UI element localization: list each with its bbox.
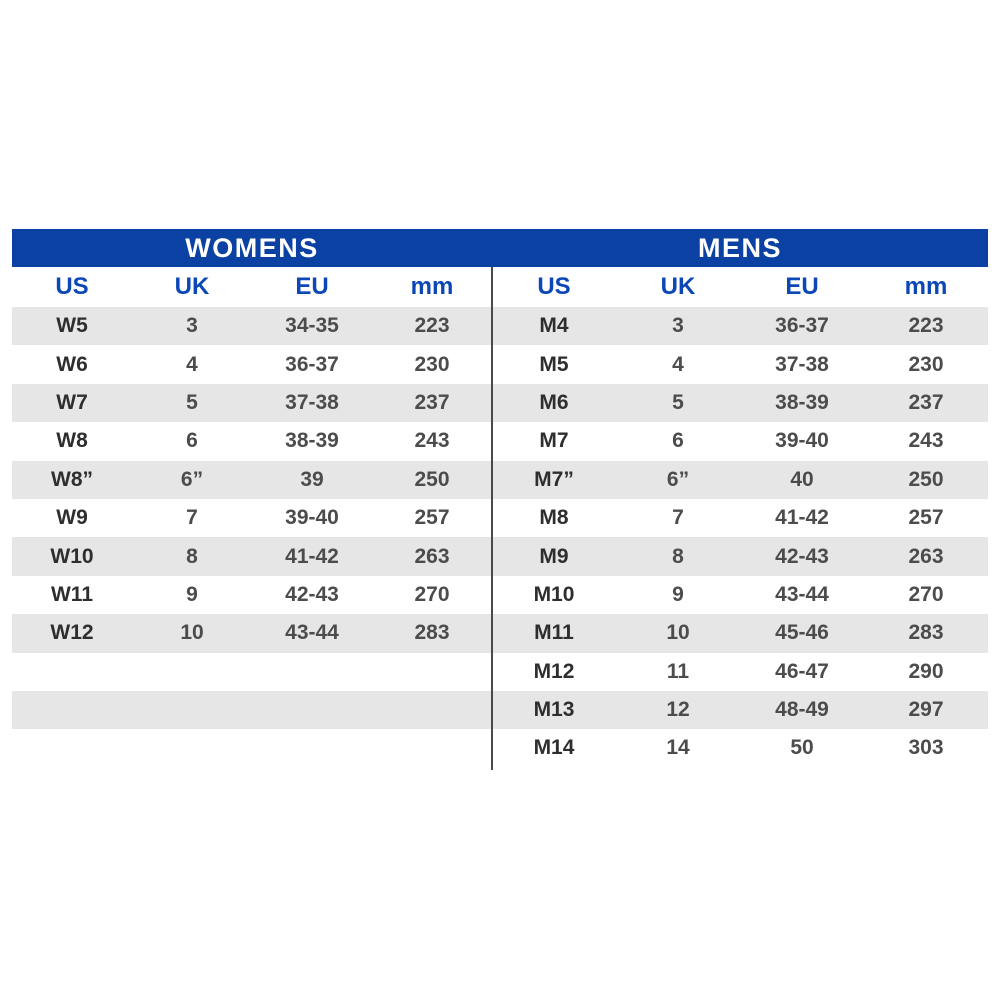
womens-cell-mm: 237 bbox=[414, 390, 450, 414]
mens-row-cells bbox=[492, 691, 988, 729]
womens-cell-uk: 3 bbox=[186, 314, 198, 338]
mens-row-cells bbox=[492, 461, 988, 499]
table-row bbox=[12, 576, 988, 614]
mens-cell-uk: 3 bbox=[672, 314, 684, 338]
mens-cell-mm: 257 bbox=[908, 506, 944, 530]
womens-cell-eu: 42-43 bbox=[285, 582, 339, 606]
womens-cell-eu: 39 bbox=[300, 467, 324, 491]
mens-cell-us: M10 bbox=[533, 582, 575, 606]
womens-cell-us: W6 bbox=[56, 352, 88, 376]
womens-cell-mm: 230 bbox=[414, 352, 450, 376]
mens-cell-uk: 5 bbox=[672, 390, 684, 414]
mens-cell-uk: 7 bbox=[672, 506, 684, 530]
mens-cell-us: M7 bbox=[539, 429, 569, 453]
womens-cell-mm: 257 bbox=[414, 506, 450, 530]
mens-cell-eu: 42-43 bbox=[775, 544, 829, 568]
mens-cell-eu: 40 bbox=[790, 467, 814, 491]
womens-col-uk: UK bbox=[174, 273, 210, 300]
mens-row-cells bbox=[492, 384, 988, 422]
mens-col-us: US bbox=[537, 273, 571, 300]
mens-cell-uk: 6” bbox=[666, 467, 690, 491]
mens-cell-mm: 243 bbox=[908, 429, 944, 453]
mens-row-cells bbox=[492, 307, 988, 345]
womens-cell-eu: 37-38 bbox=[285, 390, 339, 414]
mens-cell-eu: 36-37 bbox=[775, 314, 829, 338]
table-row bbox=[12, 422, 988, 460]
mens-row-cells bbox=[492, 345, 988, 383]
table-body bbox=[12, 307, 988, 768]
womens-cell-us: W10 bbox=[50, 544, 94, 568]
womens-cell-eu: 38-39 bbox=[285, 429, 339, 453]
mens-cell-us: M9 bbox=[539, 544, 569, 568]
mens-cell-mm: 303 bbox=[908, 736, 944, 760]
mens-cell-mm: 270 bbox=[908, 582, 944, 606]
mens-cell-eu: 41-42 bbox=[775, 506, 829, 530]
mens-cell-us: M13 bbox=[533, 698, 575, 722]
table-row bbox=[12, 384, 988, 422]
womens-cell-uk: 4 bbox=[186, 352, 198, 376]
mens-cell-us: M5 bbox=[539, 352, 569, 376]
mens-cell-eu: 37-38 bbox=[775, 352, 829, 376]
mens-cell-mm: 290 bbox=[908, 659, 944, 683]
womens-cell-uk: 6” bbox=[180, 467, 204, 491]
mens-cell-uk: 8 bbox=[672, 544, 684, 568]
mens-col-uk: UK bbox=[660, 273, 696, 300]
womens-cell-uk: 5 bbox=[186, 390, 198, 414]
womens-cell-mm: 243 bbox=[414, 429, 450, 453]
table-row bbox=[12, 729, 988, 767]
mens-cell-eu: 46-47 bbox=[775, 659, 829, 683]
womens-cell-eu: 41-42 bbox=[285, 544, 339, 568]
womens-cell-us: W11 bbox=[50, 582, 94, 606]
table-row bbox=[12, 461, 988, 499]
mens-row-cells bbox=[492, 729, 988, 767]
size-chart bbox=[12, 229, 988, 768]
womens-cell-us: W7 bbox=[56, 390, 88, 414]
mens-cell-us: M4 bbox=[539, 314, 569, 338]
womens-cell-us: W8” bbox=[51, 467, 93, 491]
mens-cell-eu: 39-40 bbox=[775, 429, 829, 453]
mens-cell-mm: 237 bbox=[908, 390, 944, 414]
mens-cell-uk: 6 bbox=[672, 429, 684, 453]
mens-cell-us: M11 bbox=[534, 621, 574, 645]
womens-cell-us: W8 bbox=[56, 429, 88, 453]
womens-row-cells bbox=[12, 499, 492, 537]
womens-row-cells bbox=[12, 614, 492, 652]
womens-row-cells bbox=[12, 384, 492, 422]
womens-column-headers bbox=[12, 267, 492, 307]
womens-cell-uk: 10 bbox=[180, 621, 204, 645]
header-bar bbox=[12, 229, 988, 267]
mens-cell-uk: 4 bbox=[672, 352, 684, 376]
womens-col-mm: mm bbox=[410, 273, 454, 300]
womens-cell-us: W5 bbox=[56, 314, 88, 338]
mens-cell-eu: 48-49 bbox=[775, 698, 829, 722]
mens-column-headers bbox=[492, 267, 988, 307]
mens-cell-eu: 45-46 bbox=[775, 621, 829, 645]
womens-row-cells bbox=[12, 537, 492, 575]
mens-cell-uk: 10 bbox=[666, 621, 690, 645]
womens-cell-eu: 36-37 bbox=[285, 352, 339, 376]
womens-cell-eu: 43-44 bbox=[285, 621, 339, 645]
column-header-row bbox=[12, 267, 988, 307]
mens-cell-mm: 297 bbox=[908, 698, 944, 722]
womens-cell-us: W12 bbox=[50, 621, 94, 645]
mens-row-cells bbox=[492, 499, 988, 537]
womens-cell-eu: 34-35 bbox=[285, 314, 339, 338]
table-row bbox=[12, 614, 988, 652]
womens-cell-mm: 250 bbox=[414, 467, 450, 491]
womens-row-cells bbox=[12, 345, 492, 383]
womens-cell-mm: 263 bbox=[414, 544, 450, 568]
womens-row-cells bbox=[12, 691, 492, 729]
mens-cell-uk: 14 bbox=[666, 736, 690, 760]
mens-cell-us: M7” bbox=[534, 467, 574, 491]
womens-cell-uk: 6 bbox=[186, 429, 198, 453]
mens-cell-mm: 283 bbox=[908, 621, 944, 645]
table-row bbox=[12, 537, 988, 575]
womens-row-cells bbox=[12, 729, 492, 767]
mens-cell-uk: 9 bbox=[672, 582, 684, 606]
mens-cell-eu: 43-44 bbox=[775, 582, 829, 606]
womens-title: WOMENS bbox=[185, 232, 319, 263]
table-divider bbox=[491, 267, 493, 770]
womens-cell-mm: 223 bbox=[414, 314, 450, 338]
mens-row-cells bbox=[492, 614, 988, 652]
womens-row-cells bbox=[12, 653, 492, 691]
mens-row-cells bbox=[492, 537, 988, 575]
womens-col-us: US bbox=[55, 273, 89, 300]
womens-cell-us: W9 bbox=[56, 506, 88, 530]
mens-col-mm: mm bbox=[904, 273, 948, 300]
table-row bbox=[12, 499, 988, 537]
womens-cell-mm: 283 bbox=[414, 621, 450, 645]
womens-cell-mm: 270 bbox=[414, 582, 450, 606]
womens-cell-uk: 9 bbox=[186, 582, 198, 606]
mens-row-cells bbox=[492, 653, 988, 691]
mens-cell-uk: 11 bbox=[666, 659, 690, 683]
mens-cell-us: M8 bbox=[539, 506, 569, 530]
womens-row-cells bbox=[12, 576, 492, 614]
table-row bbox=[12, 307, 988, 345]
mens-cell-uk: 12 bbox=[666, 698, 690, 722]
mens-col-eu: EU bbox=[785, 273, 819, 300]
womens-row-cells bbox=[12, 461, 492, 499]
mens-cell-us: M12 bbox=[533, 659, 575, 683]
mens-cell-eu: 38-39 bbox=[775, 390, 829, 414]
mens-cell-us: M6 bbox=[539, 390, 569, 414]
mens-cell-mm: 230 bbox=[908, 352, 944, 376]
womens-row-cells bbox=[12, 422, 492, 460]
mens-cell-mm: 263 bbox=[908, 544, 944, 568]
mens-cell-eu: 50 bbox=[790, 736, 814, 760]
mens-cell-mm: 250 bbox=[908, 467, 944, 491]
mens-cell-us: M14 bbox=[533, 736, 575, 760]
mens-row-cells bbox=[492, 576, 988, 614]
womens-cell-eu: 39-40 bbox=[285, 506, 339, 530]
table-row bbox=[12, 653, 988, 691]
table-row bbox=[12, 691, 988, 729]
womens-col-eu: EU bbox=[295, 273, 329, 300]
womens-cell-uk: 7 bbox=[186, 506, 198, 530]
womens-row-cells bbox=[12, 307, 492, 345]
mens-title: MENS bbox=[697, 232, 782, 263]
mens-cell-mm: 223 bbox=[908, 314, 944, 338]
mens-row-cells bbox=[492, 422, 988, 460]
womens-cell-uk: 8 bbox=[186, 544, 198, 568]
table-row bbox=[12, 345, 988, 383]
